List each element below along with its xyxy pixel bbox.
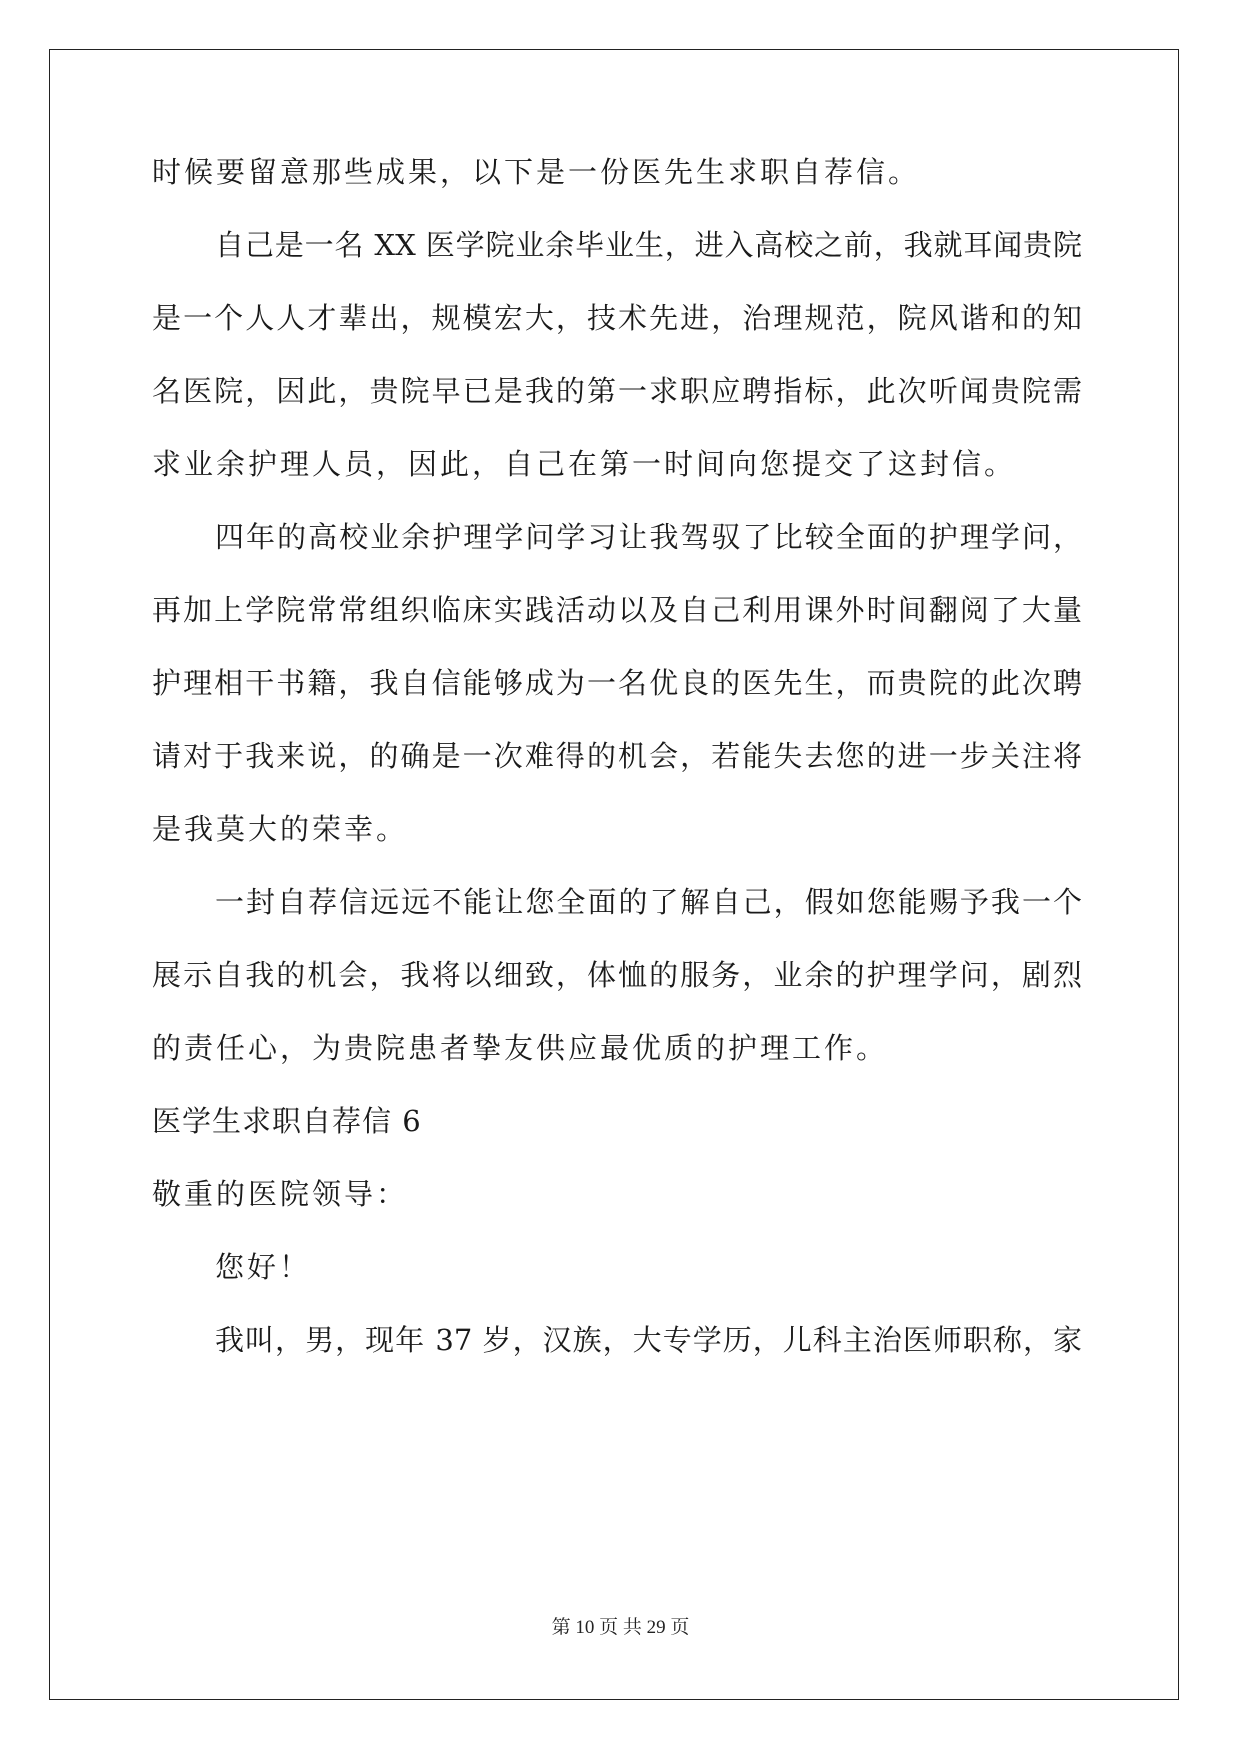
text-line: 自己是一名 XX 医学院业余毕业生，进入高校之前，我就耳闻贵院 — [215, 228, 1082, 262]
section-heading: 医学生求职自荐信 6 — [152, 1104, 422, 1138]
text-line: 请对于我来说，的确是一次难得的机会，若能失去您的进一步关注将 — [152, 739, 1082, 773]
text-line: 时候要留意那些成果，以下是一份医先生求职自荐信。 — [152, 155, 921, 189]
text-line: 护理相干书籍，我自信能够成为一名优良的医先生，而贵院的此次聘 — [152, 666, 1082, 700]
text-line: 求业余护理人员，因此，自己在第一时间向您提交了这封信。 — [152, 447, 1017, 481]
text-line: 的责任心，为贵院患者挚友供应最优质的护理工作。 — [152, 1031, 889, 1065]
text-line: 展示自我的机会，我将以细致，体恤的服务，业余的护理学问，剧烈 — [152, 958, 1082, 992]
salutation: 敬重的医院领导： — [152, 1177, 409, 1211]
text-line: 是我莫大的荣幸。 — [152, 812, 409, 846]
page-number: 第 10 页 共 29 页 — [551, 1617, 690, 1638]
text-line: 名医院，因此，贵院早已是我的第一求职应聘指标，此次听闻贵院需 — [152, 374, 1082, 408]
greeting: 您好！ — [215, 1250, 312, 1284]
text-line: 一封自荐信远远不能让您全面的了解自己，假如您能赐予我一个 — [215, 885, 1082, 919]
text-line: 四年的高校业余护理学问学习让我驾驭了比较全面的护理学问， — [215, 520, 1082, 554]
text-line: 再加上学院常常组织临床实践活动以及自己利用课外时间翻阅了大量 — [152, 593, 1082, 627]
text-line: 我叫，男，现年 37 岁，汉族，大专学历，儿科主治医师职称，家 — [215, 1323, 1082, 1357]
text-line: 是一个人人才辈出，规模宏大，技术先进，治理规范，院风谐和的知 — [152, 301, 1082, 335]
